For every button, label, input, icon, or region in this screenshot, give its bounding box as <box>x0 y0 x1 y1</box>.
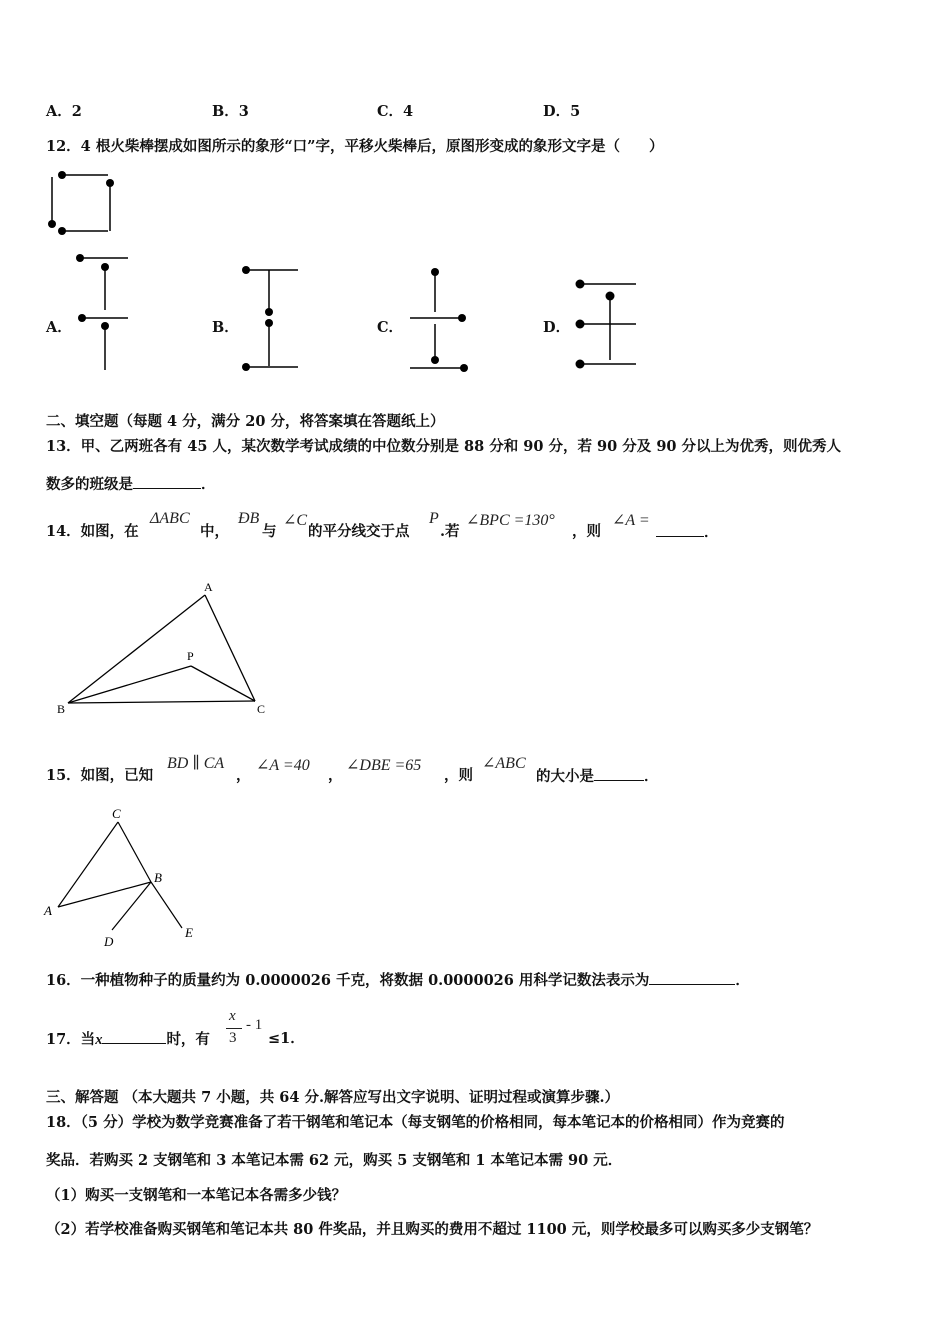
q16-answer-blank[interactable] <box>649 970 735 985</box>
q12-option-a-figure <box>70 248 140 373</box>
q14-answer-blank[interactable] <box>656 522 704 537</box>
q17-minus-one: - 1 <box>246 1017 263 1033</box>
label-p: P <box>187 649 194 663</box>
option-b: B．3 <box>212 103 249 120</box>
q14-part1: 14．如图，在 <box>46 523 139 540</box>
label-a: A <box>204 580 213 594</box>
q15-sep3: ，则 <box>444 767 473 784</box>
q14-part6: ，则 <box>572 523 601 540</box>
q17-answer-blank[interactable] <box>102 1029 166 1044</box>
q14-math-angle-c: ∠C <box>283 512 308 529</box>
q13-prefix: 数多的班级是 <box>46 476 133 493</box>
q15-answer-blank[interactable] <box>594 766 644 781</box>
q15-math-angle-abc: ∠ABC <box>482 755 526 772</box>
q12-option-b: B． <box>212 319 239 336</box>
label-d: D <box>104 934 114 949</box>
q14-part3: 与 <box>262 523 277 540</box>
q17-fraction-numerator: x <box>229 1008 236 1024</box>
q14-end: ． <box>704 524 719 541</box>
label-c: C <box>112 806 121 821</box>
option-d: D．5 <box>543 103 581 120</box>
q17-fraction-denominator: 3 <box>229 1030 237 1046</box>
q14-math-angle-a: ∠A = <box>612 512 650 529</box>
question-13-line2 <box>46 474 216 495</box>
q13-end: ． <box>201 476 216 493</box>
q15-part2: 的大小是 <box>536 768 594 785</box>
question-18-sub1: （1）购买一支钢笔和一本笔记本各需多少钱？ <box>46 1187 347 1204</box>
q12-option-b-figure <box>236 260 306 375</box>
q16-end: ． <box>735 972 750 989</box>
section-2-heading: 二、填空题（每题 4 分，满分 20 分，将答案填在答题纸上） <box>46 413 445 430</box>
q14-math-triangle: ΔABC <box>150 510 190 527</box>
q12-option-d: D． <box>543 319 571 336</box>
label-a: A <box>44 903 52 918</box>
q15-part1: 15．如图，已知 <box>46 767 154 784</box>
q13-answer-blank[interactable] <box>133 474 201 489</box>
q12-option-c: C． <box>377 319 404 336</box>
q15-sep1: ， <box>236 767 251 784</box>
q15-end: ． <box>644 768 659 785</box>
question-12-text: 12．4 根火柴棒摆成如图所示的象形“口”字，平移火柴棒后，原图形变成的象形文字是（ ） <box>46 138 664 155</box>
section-3-heading: 三、解答题 （本大题共 7 小题，共 64 分.解答应写出文字说明、证明过程或演算步骤.） <box>46 1089 620 1106</box>
label-b: B <box>57 702 66 716</box>
q14-part5: .若 <box>440 523 460 540</box>
option-c: C．4 <box>377 103 414 120</box>
parallel-lines-figure <box>40 800 210 955</box>
q14-math-point-p: P <box>429 510 439 527</box>
question-13-line1: 13．甲、乙两班各有 45 人，某次数学考试成绩的中位数分别是 88 分和 90 分，若 90 分及 90 分以上为优秀，则优秀人 <box>46 438 842 455</box>
q14-math-angle-bpc: ∠BPC =130° <box>466 512 555 529</box>
label-b: B <box>154 870 162 885</box>
q16-text: 16．一种植物种子的质量约为 0.0000026 千克，将数据 0.0000026 用科学记数法表示为 <box>46 972 650 989</box>
q14-part2: 中， <box>200 523 229 540</box>
q17-part2: 时，有 <box>166 1031 210 1048</box>
q17-variable: x <box>95 1032 103 1048</box>
q15-math-angle-a: ∠A =40 <box>256 757 310 774</box>
question-16 <box>46 970 750 991</box>
q17-part3: ≤1． <box>268 1030 305 1047</box>
q12-option-d-figure <box>568 272 643 377</box>
q12-option-a: A． <box>46 319 72 336</box>
q15-math-parallel: BD ∥ CA <box>167 755 225 772</box>
q12-option-c-figure <box>402 262 477 377</box>
option-a: A．2 <box>46 103 82 120</box>
q14-part4: 的平分线交于点 <box>308 523 410 540</box>
question-17 <box>46 1029 210 1050</box>
question-18-sub2: （2）若学校准备购买钢笔和笔记本共 80 件奖品，并且购买的费用不超过 1100 元，则学校最多可以购买多少支钢笔？ <box>46 1221 819 1238</box>
label-e: E <box>185 925 193 940</box>
question-18-line1: 18．（5 分）学校为数学竞赛准备了若干钢笔和笔记本（每支钢笔的价格相同，每本笔记本的价格相同）作为竞赛的 <box>46 1114 785 1131</box>
q15-sep2: ， <box>328 767 343 784</box>
q17-part1: 17．当 <box>46 1031 96 1048</box>
q14-blank-line <box>656 522 719 543</box>
q14-math-angle-b: ÐB <box>238 510 260 527</box>
triangle-abc-figure <box>55 580 285 720</box>
q17-fraction-bar <box>226 1028 242 1029</box>
q15-blank-line <box>536 766 659 787</box>
question-18-line2: 奖品．若购买 2 支钢笔和 3 本笔记本需 62 元，购买 5 支钢笔和 1 本笔记本需 90 元． <box>46 1152 623 1169</box>
q15-math-angle-dbe: ∠DBE =65 <box>346 757 422 774</box>
matchstick-square-figure <box>40 165 130 240</box>
label-c: C <box>257 702 266 716</box>
